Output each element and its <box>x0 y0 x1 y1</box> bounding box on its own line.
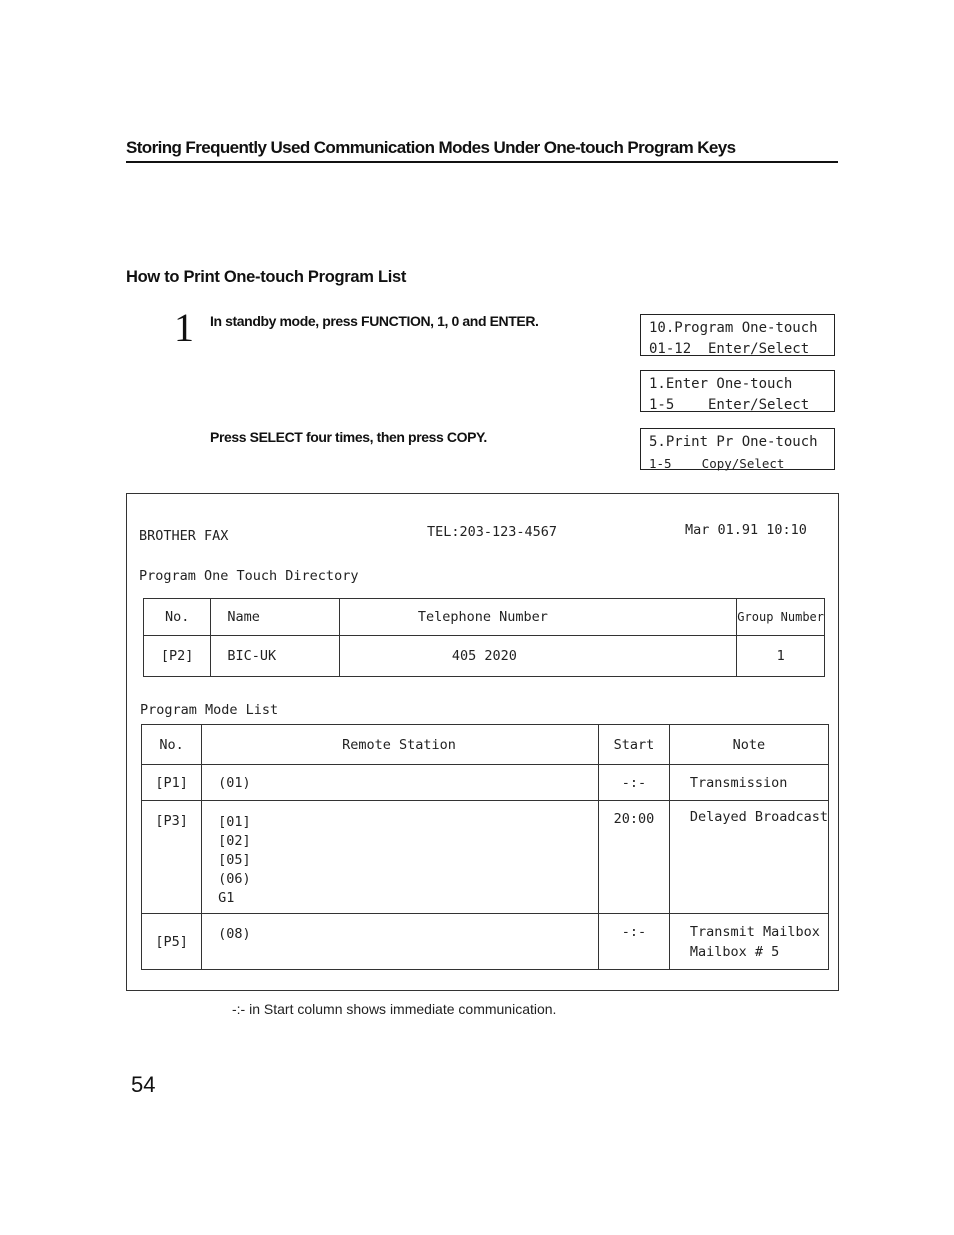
col-header-telephone: Telephone Number <box>339 599 736 636</box>
table-row <box>142 801 829 914</box>
cell-remote-station: [01] [02] [05] (06) G1 <box>202 801 599 914</box>
lcd-display-1 <box>640 314 835 356</box>
cell-group: 1 <box>737 636 825 677</box>
cell-telephone: 405 2020 <box>339 636 736 677</box>
cell-remote-station: (01) <box>202 765 599 801</box>
lcd-line: 01-12 Enter/Select <box>649 341 810 357</box>
table-row <box>144 636 825 677</box>
cell-start: -:- <box>599 914 670 970</box>
col-header-name: Name <box>211 599 340 636</box>
cell-no: [P2] <box>144 636 211 677</box>
step-2-instruction: Press SELECT four times, then press COPY. <box>210 429 487 445</box>
col-header-group: Group Number <box>737 599 825 636</box>
table-row <box>142 765 829 801</box>
lcd-display-3 <box>640 428 835 470</box>
cell-name: BIC-UK <box>211 636 340 677</box>
lcd-line: 1.Enter One-touch <box>649 376 793 392</box>
printout-header-tel: TEL:203-123-4567 <box>427 524 558 540</box>
table-header-row <box>144 599 825 636</box>
col-header-no: No. <box>144 599 211 636</box>
cell-note: Transmission <box>669 765 828 801</box>
lcd-line: 1-5 Copy/Select <box>649 456 785 471</box>
step-number: 1 <box>174 305 194 350</box>
page-number: 54 <box>131 1072 156 1097</box>
table-row <box>142 914 829 970</box>
lcd-line: 1-5 Enter/Select <box>649 397 810 413</box>
mode-list-title: Program Mode List <box>140 702 279 718</box>
col-header-note: Note <box>669 725 828 765</box>
cell-note: Transmit Mailbox Mailbox # 5 <box>669 914 828 970</box>
cell-start: 20:00 <box>599 801 670 914</box>
cell-no: [P3] <box>142 801 202 914</box>
mode-list-table <box>141 724 829 970</box>
lcd-line: 5.Print Pr One-touch <box>649 434 818 450</box>
title-rule <box>126 161 838 163</box>
cell-start: -:- <box>599 765 670 801</box>
printout-header-date: Mar 01.91 10:10 <box>685 522 807 538</box>
printout-sample <box>126 493 839 991</box>
lcd-line: 10.Program One-touch <box>649 320 818 336</box>
printout-header-name: BROTHER FAX <box>139 528 229 544</box>
footnote: -:- in Start column shows immediate communication. <box>232 1001 557 1017</box>
directory-title: Program One Touch Directory <box>139 568 359 584</box>
cell-note: Delayed Broadcast <box>669 801 828 914</box>
col-header-remote-station: Remote Station <box>202 725 599 765</box>
cell-no: [P1] <box>142 765 202 801</box>
step-1-instruction: In standby mode, press FUNCTION, 1, 0 and ENTER. <box>210 313 539 329</box>
section-heading: How to Print One-touch Program List <box>126 268 407 286</box>
col-header-start: Start <box>599 725 670 765</box>
cell-remote-station: (08) <box>202 914 599 970</box>
cell-no: [P5] <box>142 914 202 970</box>
table-header-row <box>142 725 829 765</box>
page-title: Storing Frequently Used Communication Modes Under One-touch Program Keys <box>126 138 736 157</box>
lcd-display-2 <box>640 370 835 412</box>
directory-table <box>143 598 825 677</box>
col-header-no: No. <box>142 725 202 765</box>
